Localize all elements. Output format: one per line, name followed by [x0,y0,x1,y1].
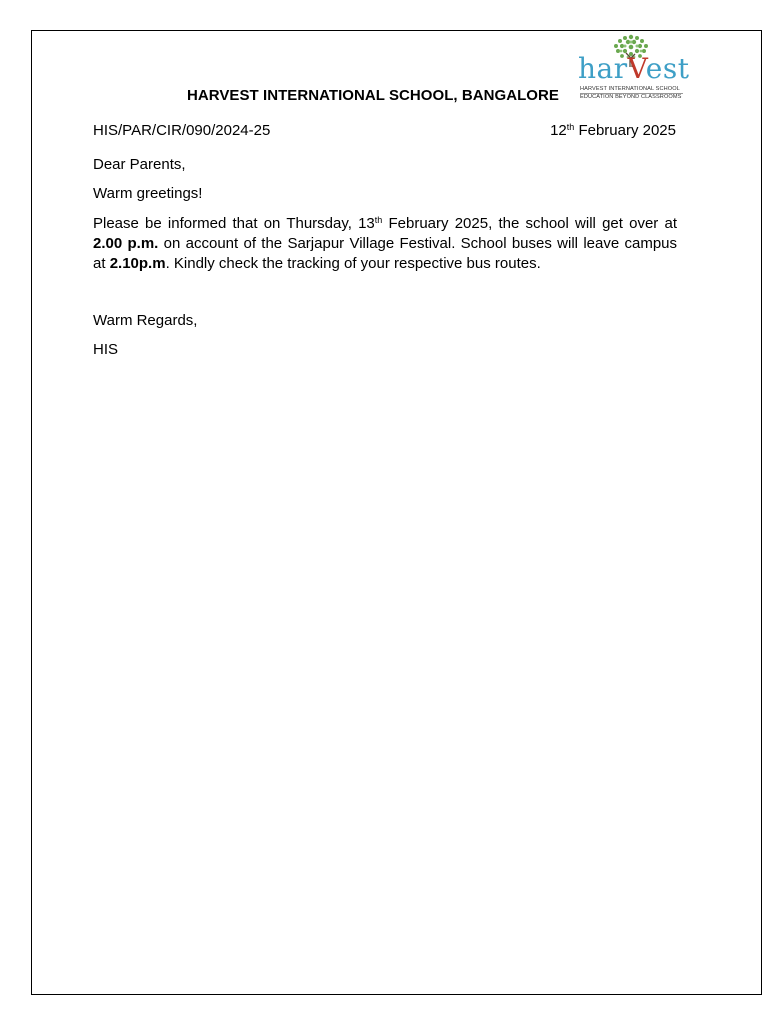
bus-departure-time: 2.10p.m [109,255,166,272]
page-border [31,30,762,995]
signature: HIS [93,341,119,358]
logo-wordmark: harVest [578,52,690,85]
logo-tagline-motto: EDUCATION BEYOND CLASSROOMS [580,94,682,100]
school-logo [577,33,690,103]
salutation: Dear Parents, [93,156,186,173]
circular-date: 12th February 2025 [550,122,676,139]
closing: Warm Regards, [93,312,198,329]
greeting: Warm greetings! [93,185,203,202]
school-name-heading: HARVEST INTERNATIONAL SCHOOL, BANGALORE [187,87,559,104]
letter-body: Please be informed that on Thursday, 13th February 2025, the school will get over at 2.00 p.m. on account of the Sarjapur Village Festival. School buses will leave campus at 2.10p.m. Kindly check the tracking of your respective bus routes. [93,215,677,272]
logo-tagline-school: HARVEST INTERNATIONAL SCHOOL [580,86,680,92]
dismissal-time: 2.00 p.m. [93,235,159,252]
circular-reference-number: HIS/PAR/CIR/090/2024-25 [93,122,271,139]
